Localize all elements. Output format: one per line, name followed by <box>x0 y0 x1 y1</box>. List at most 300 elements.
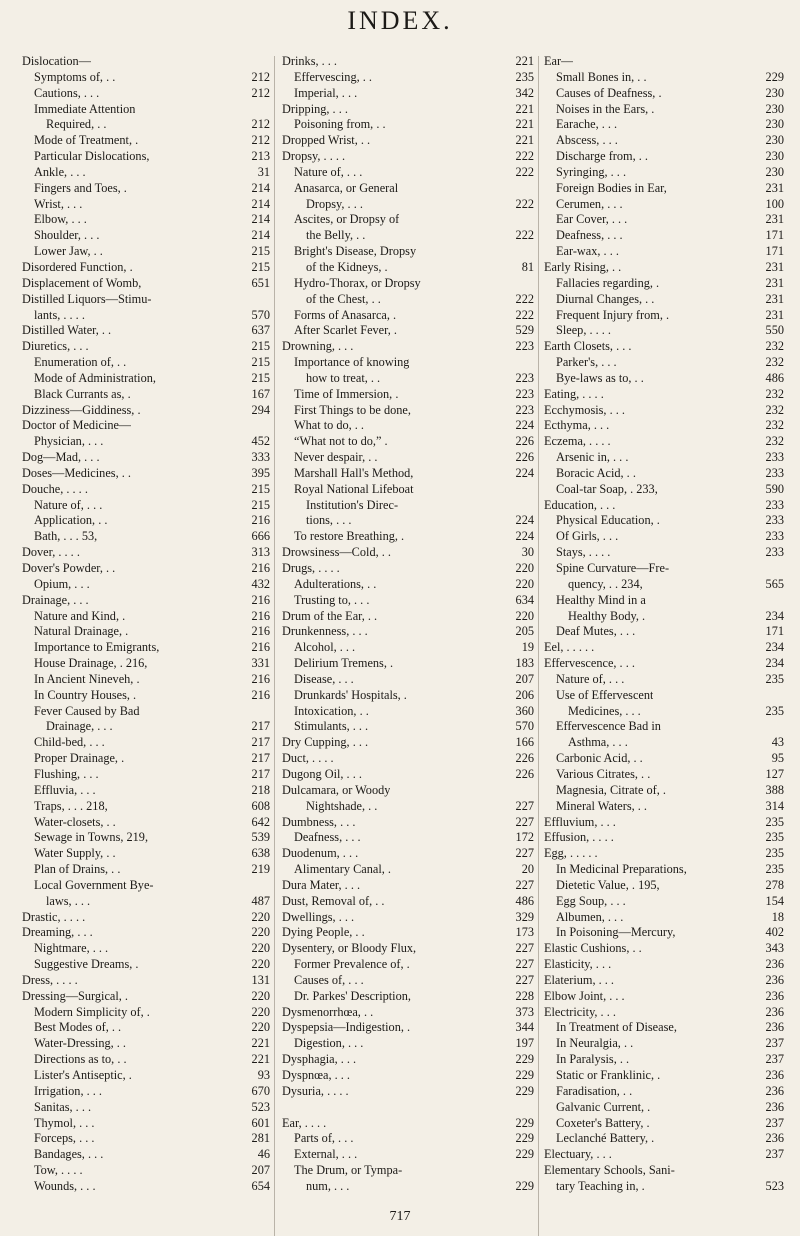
entry-page-ref: 220 <box>251 1020 270 1035</box>
entry-page-ref <box>530 1163 534 1179</box>
entry-page-ref: 227 <box>515 941 534 956</box>
entry-page-ref: 215 <box>251 481 270 496</box>
entry-page-ref: 223 <box>515 386 534 401</box>
entry-page-ref: 172 <box>515 830 534 845</box>
entry-term: Elaterium, . . . <box>544 972 615 987</box>
index-entry <box>22 54 270 70</box>
index-entry <box>282 260 534 276</box>
entry-page-ref: 230 <box>765 85 784 100</box>
entry-page-ref: 402 <box>765 925 784 940</box>
index-entry <box>22 941 270 957</box>
index-entry <box>22 799 270 815</box>
entry-term: Importance of knowing <box>294 355 410 370</box>
entry-term: Mode of Administration, <box>34 370 156 385</box>
index-entry <box>544 292 784 308</box>
index-entry <box>282 482 534 498</box>
entry-term: Nightshade, . . <box>306 798 378 813</box>
entry-term: Use of Effervescent <box>556 687 654 702</box>
entry-term: In Ancient Nineveh, . <box>34 671 140 686</box>
index-entry <box>282 86 534 102</box>
entry-term: Spine Curvature—Fre- <box>556 561 670 575</box>
index-entry <box>22 1068 270 1084</box>
entry-page-ref: 215 <box>251 370 270 385</box>
entry-page-ref: 229 <box>515 1131 534 1146</box>
index-entry <box>22 1131 270 1147</box>
entry-term: “What not to do,” . <box>294 434 388 449</box>
index-entry <box>22 957 270 973</box>
entry-page-ref: 360 <box>515 703 534 718</box>
index-entry <box>544 276 784 292</box>
entry-page-ref: 222 <box>515 307 534 322</box>
entry-term: First Things to be done, <box>294 402 411 417</box>
index-entry <box>544 894 784 910</box>
entry-term: Ecchymosis, . . . <box>544 402 625 417</box>
entry-term: Dressing—Surgical, . <box>22 988 128 1003</box>
index-entry <box>282 925 534 941</box>
entry-page-ref: 212 <box>251 85 270 100</box>
column-divider <box>274 56 275 1236</box>
entry-term: Dropsy, . . . . <box>282 149 346 164</box>
entry-page-ref: 233 <box>765 450 784 465</box>
entry-term: Opium, . . . <box>34 576 90 591</box>
index-entry <box>544 1020 784 1036</box>
entry-term: Dysentery, or Bloody Flux, <box>282 941 417 956</box>
entry-page-ref: 670 <box>251 1083 270 1098</box>
entry-term: Dulcamara, or Woody <box>282 782 391 797</box>
index-entry <box>22 973 270 989</box>
entry-page-ref <box>780 719 784 735</box>
entry-term: Dumbness, . . . <box>282 814 356 829</box>
entry-page-ref: 171 <box>765 244 784 259</box>
entry-page-ref <box>780 54 784 70</box>
entry-term: Physician, . . . <box>34 434 104 449</box>
entry-page-ref <box>266 102 270 118</box>
entry-term: External, . . . <box>294 1147 358 1162</box>
entry-term: Wrist, . . . <box>34 196 83 211</box>
entry-term: Royal National Lifeboat <box>294 481 414 496</box>
index-entry <box>22 624 270 640</box>
index-entry <box>282 973 534 989</box>
index-entry <box>282 846 534 862</box>
index-entry <box>544 799 784 815</box>
entry-term: Parts of, . . . <box>294 1131 354 1146</box>
entry-term: Effervescing, . . <box>294 69 372 84</box>
entry-page-ref <box>530 276 534 292</box>
entry-term: Dripping, . . . <box>282 101 348 116</box>
entry-term: In Medicinal Preparations, <box>556 862 687 877</box>
entry-page-ref: 231 <box>765 291 784 306</box>
entry-page-ref: 214 <box>251 212 270 227</box>
entry-term: Sewage in Towns, 219, <box>34 830 149 845</box>
index-entry <box>22 86 270 102</box>
entry-page-ref: 230 <box>765 133 784 148</box>
entry-page-ref: 236 <box>765 972 784 987</box>
entry-term: Bath, . . . 53, <box>34 529 98 544</box>
entry-page-ref: 207 <box>515 671 534 686</box>
index-entry <box>544 1179 784 1195</box>
entry-page-ref <box>530 244 534 260</box>
index-entry <box>282 1100 534 1116</box>
entry-page-ref: 570 <box>251 307 270 322</box>
entry-page-ref: 220 <box>251 909 270 924</box>
entry-page-ref: 235 <box>765 703 784 718</box>
entry-term: Digestion, . . . <box>294 1036 364 1051</box>
entry-term: Effluvia, . . . <box>34 782 96 797</box>
entry-page-ref: 220 <box>515 608 534 623</box>
entry-term: Egg Soup, . . . <box>556 893 626 908</box>
index-entry <box>544 1068 784 1084</box>
entry-page-ref: 220 <box>251 925 270 940</box>
entry-page-ref: 226 <box>515 450 534 465</box>
entry-page-ref: 550 <box>765 323 784 338</box>
entry-page-ref: 216 <box>251 561 270 575</box>
entry-term: Traps, . . . 218, <box>34 798 108 813</box>
index-entry <box>22 292 270 308</box>
entry-term: Deafness, . . . <box>294 830 361 845</box>
index-entry <box>282 339 534 355</box>
entry-page-ref: 651 <box>251 275 270 290</box>
entry-term: Elbow, . . . <box>34 212 87 227</box>
index-entry <box>282 292 534 308</box>
index-entry <box>282 545 534 561</box>
entry-term: Dry Cupping, . . . <box>282 735 369 750</box>
entry-page-ref: 227 <box>515 814 534 829</box>
index-entry <box>282 54 534 70</box>
entry-page-ref: 236 <box>765 1099 784 1114</box>
index-entry <box>544 719 784 735</box>
entry-page-ref: 206 <box>515 687 534 702</box>
entry-term: Displacement of Womb, <box>22 275 142 290</box>
index-entry <box>22 1163 270 1179</box>
entry-term: Small Bones in, . . <box>556 69 647 84</box>
index-entry <box>544 1163 784 1179</box>
page-heading: INDEX. <box>347 6 453 35</box>
entry-term: Thymol, . . . <box>34 1115 95 1130</box>
index-entry <box>544 1036 784 1052</box>
entry-page-ref: 234 <box>765 640 784 655</box>
index-entry <box>22 577 270 593</box>
index-entry <box>282 1147 534 1163</box>
entry-page-ref: 214 <box>251 196 270 211</box>
entry-page-ref: 221 <box>515 133 534 148</box>
entry-term: Bandages, . . . <box>34 1147 104 1162</box>
entry-page-ref: 432 <box>251 576 270 591</box>
index-entry <box>22 197 270 213</box>
entry-term: Bye-laws as to, . . <box>556 370 644 385</box>
entry-page-ref: 216 <box>251 513 270 528</box>
entry-term: Sleep, . . . . <box>556 323 611 338</box>
entry-page-ref: 215 <box>251 244 270 259</box>
entry-term: In Poisoning—Mercury, <box>556 925 676 940</box>
entry-term: Doses—Medicines, . . <box>22 465 131 480</box>
entry-page-ref: 231 <box>765 275 784 290</box>
entry-term: Leclanché Battery, . <box>556 1131 655 1146</box>
entry-term: Duct, . . . . <box>282 751 334 766</box>
entry-page-ref: 236 <box>765 1020 784 1035</box>
index-entry <box>282 1052 534 1068</box>
entry-page-ref <box>530 498 534 514</box>
entry-page-ref: 487 <box>251 893 270 908</box>
entry-term: Distilled Water, . . <box>22 323 112 338</box>
index-entry <box>22 767 270 783</box>
entry-page-ref: 236 <box>765 1131 784 1146</box>
entry-term: Drastic, . . . . <box>22 909 86 924</box>
index-entry <box>22 846 270 862</box>
entry-term: Eczema, . . . . <box>544 434 611 449</box>
entry-page-ref: 167 <box>251 386 270 401</box>
entry-page-ref: 197 <box>515 1036 534 1051</box>
entry-page-ref: 223 <box>515 370 534 385</box>
entry-page-ref: 173 <box>515 925 534 940</box>
index-entry <box>282 513 534 529</box>
index-entry <box>544 529 784 545</box>
entry-term: of the Chest, . . <box>306 291 381 306</box>
entry-term: Early Rising, . . <box>544 259 622 274</box>
entry-term: To restore Breathing, . <box>294 529 405 544</box>
index-entry <box>544 973 784 989</box>
index-entry <box>282 149 534 165</box>
index-entry <box>282 989 534 1005</box>
entry-term: Effervescence, . . . <box>544 656 635 671</box>
entry-term: Fingers and Toes, . <box>34 180 127 195</box>
entry-term: Albumen, . . . <box>556 909 624 924</box>
index-entry <box>544 86 784 102</box>
entry-term: Coal-tar Soap, . 233, <box>556 481 658 496</box>
index-entry <box>22 212 270 228</box>
entry-term: Dust, Removal of, . . <box>282 893 385 908</box>
entry-page-ref: 30 <box>521 545 534 560</box>
index-entry <box>544 846 784 862</box>
index-entry <box>282 878 534 894</box>
entry-page-ref: 232 <box>765 355 784 370</box>
entry-page-ref <box>780 561 784 577</box>
index-entry <box>544 783 784 799</box>
entry-term: Ear-wax, . . . <box>556 244 619 259</box>
entry-term: Carbonic Acid, . . <box>556 751 643 766</box>
index-entry <box>22 244 270 260</box>
index-entry <box>282 1036 534 1052</box>
index-entry <box>282 1068 534 1084</box>
entry-term: Nature of, . . . <box>294 164 363 179</box>
entry-term: Dying People, . . <box>282 925 365 940</box>
index-entry <box>22 181 270 197</box>
index-entry <box>544 878 784 894</box>
entry-page-ref: 229 <box>515 1068 534 1082</box>
entry-page-ref: 216 <box>251 687 270 702</box>
entry-term: Application, . . <box>34 513 108 528</box>
entry-page-ref: 95 <box>771 751 784 766</box>
index-entry <box>282 799 534 815</box>
entry-page-ref: 226 <box>515 434 534 449</box>
entry-page-ref: 227 <box>515 798 534 813</box>
index-entry <box>544 387 784 403</box>
entry-page-ref: 231 <box>765 180 784 195</box>
entry-page-ref: 230 <box>765 101 784 116</box>
entry-term: Lister's Antiseptic, . <box>34 1068 132 1082</box>
index-entry <box>22 117 270 133</box>
entry-page-ref: 234 <box>765 608 784 623</box>
entry-page-ref: 395 <box>251 465 270 480</box>
entry-term: Elasticity, . . . <box>544 957 612 972</box>
entry-term: Static or Franklinic, . <box>556 1068 661 1082</box>
entry-page-ref: 235 <box>765 830 784 845</box>
entry-page-ref: 642 <box>251 814 270 829</box>
index-entry <box>22 925 270 941</box>
entry-page-ref: 523 <box>765 1178 784 1193</box>
index-entry <box>22 688 270 704</box>
entry-page-ref: 93 <box>257 1068 270 1082</box>
index-entry <box>544 498 784 514</box>
entry-page-ref: 452 <box>251 434 270 449</box>
entry-page-ref: 216 <box>251 624 270 639</box>
entry-page-ref: 329 <box>515 909 534 924</box>
index-entry <box>544 212 784 228</box>
index-entry <box>282 688 534 704</box>
index-column-3 <box>544 54 784 1195</box>
entry-term: Effluvium, . . . <box>544 814 616 829</box>
entry-term: Healthy Body, . <box>568 608 646 623</box>
entry-term: Electricity, . . . <box>544 1004 616 1019</box>
entry-page-ref: 634 <box>515 592 534 607</box>
index-entry <box>22 133 270 149</box>
entry-term: Immediate Attention <box>34 101 136 116</box>
entry-page-ref: 166 <box>515 735 534 750</box>
index-entry <box>282 593 534 609</box>
index-entry <box>282 371 534 387</box>
index-entry <box>544 688 784 704</box>
entry-page-ref: 231 <box>765 259 784 274</box>
index-entry <box>544 355 784 371</box>
index-entry <box>544 640 784 656</box>
index-entry <box>544 197 784 213</box>
entry-term: Dr. Parkes' Description, <box>294 988 411 1003</box>
entry-term: Importance to Emigrants, <box>34 640 160 655</box>
entry-page-ref: 235 <box>515 69 534 84</box>
entry-term: Ascites, or Dropsy of <box>294 212 400 227</box>
entry-term: Drinks, . . . <box>282 54 337 68</box>
entry-page-ref: 216 <box>251 671 270 686</box>
entry-term: Diurnal Changes, . . <box>556 291 655 306</box>
entry-term: Mode of Treatment, . <box>34 133 139 148</box>
entry-page-ref <box>530 482 534 498</box>
entry-page-ref: 217 <box>251 751 270 766</box>
entry-page-ref: 220 <box>515 576 534 591</box>
entry-term: Dugong Oil, . . . <box>282 766 362 781</box>
entry-term: In Paralysis, . . <box>556 1052 630 1067</box>
entry-page-ref: 226 <box>515 766 534 781</box>
index-entry <box>282 910 534 926</box>
entry-page-ref: 230 <box>765 117 784 132</box>
index-entry <box>544 403 784 419</box>
entry-page-ref: 222 <box>515 228 534 243</box>
entry-term: Flushing, . . . <box>34 766 99 781</box>
entry-term: House Drainage, . 216, <box>34 656 148 671</box>
entry-term: Proper Drainage, . <box>34 751 125 766</box>
index-entry <box>544 466 784 482</box>
entry-page-ref: 601 <box>251 1115 270 1130</box>
index-entry <box>282 1116 534 1132</box>
entry-term: Drainage, . . . <box>22 592 89 607</box>
entry-term: Dysphagia, . . . <box>282 1052 357 1067</box>
index-entry <box>22 1036 270 1052</box>
entry-page-ref: 215 <box>251 497 270 512</box>
entry-page-ref: 373 <box>515 1004 534 1019</box>
index-entry <box>544 672 784 688</box>
entry-term: Ear, . . . . <box>282 1115 327 1130</box>
index-entry <box>544 371 784 387</box>
entry-term: Drugs, . . . . <box>282 561 340 575</box>
index-entry <box>544 434 784 450</box>
entry-term: Healthy Mind in a <box>556 592 646 607</box>
entry-term: Dreaming, . . . <box>22 925 93 940</box>
entry-page-ref <box>266 54 270 70</box>
index-entry <box>282 181 534 197</box>
index-entry <box>22 656 270 672</box>
index-entry <box>282 197 534 213</box>
entry-term: Required, . . <box>46 117 107 132</box>
entry-term: Ear Cover, . . . <box>556 212 628 227</box>
index-entry <box>22 1084 270 1100</box>
entry-page-ref: 233 <box>765 545 784 560</box>
entry-page-ref <box>266 704 270 720</box>
entry-page-ref: 131 <box>251 972 270 987</box>
entry-term: Child-bed, . . . <box>34 735 105 750</box>
index-entry <box>22 910 270 926</box>
index-entry <box>544 165 784 181</box>
index-entry <box>282 941 534 957</box>
entry-term: Dyspnœa, . . . <box>282 1068 350 1082</box>
entry-term: Drowsiness—Cold, . . <box>282 545 391 560</box>
entry-term: Doctor of Medicine— <box>22 418 132 433</box>
entry-page-ref: 229 <box>515 1147 534 1162</box>
index-entry <box>22 1116 270 1132</box>
entry-page-ref: 228 <box>515 988 534 1003</box>
entry-term: Education, . . . <box>544 497 616 512</box>
entry-term: Alimentary Canal, . <box>294 862 391 877</box>
entry-page-ref: 229 <box>515 1052 534 1067</box>
entry-page-ref: 216 <box>251 592 270 607</box>
index-entry <box>282 133 534 149</box>
entry-page-ref: 233 <box>765 513 784 528</box>
entry-term: Former Prevalence of, . <box>294 957 410 972</box>
index-entry <box>282 609 534 625</box>
entry-term: Earache, . . . <box>556 117 618 132</box>
entry-page-ref: 215 <box>251 355 270 370</box>
entry-page-ref: 236 <box>765 1083 784 1098</box>
entry-term: Trusting to, . . . <box>294 592 370 607</box>
entry-term: Medicines, . . . <box>568 703 641 718</box>
index-entry <box>22 513 270 529</box>
entry-term: Stimulants, . . . <box>294 719 369 734</box>
index-entry <box>544 767 784 783</box>
entry-page-ref <box>780 593 784 609</box>
entry-term: Dysmenorrhœa, . . <box>282 1004 374 1019</box>
entry-term: Asthma, . . . <box>568 735 628 750</box>
entry-page-ref: 221 <box>515 54 534 68</box>
entry-page-ref: 222 <box>515 149 534 164</box>
index-entry <box>22 450 270 466</box>
index-entry <box>282 70 534 86</box>
index-entry <box>22 545 270 561</box>
entry-term: Elbow Joint, . . . <box>544 988 625 1003</box>
entry-term: Dover's Powder, . . <box>22 561 116 575</box>
entry-page-ref: 220 <box>251 957 270 972</box>
entry-term: Local Government Bye- <box>34 877 154 892</box>
entry-term: Nature of, . . . <box>34 497 103 512</box>
entry-page-ref: 231 <box>765 212 784 227</box>
entry-page-ref: 229 <box>515 1178 534 1193</box>
entry-page-ref: 213 <box>251 149 270 164</box>
